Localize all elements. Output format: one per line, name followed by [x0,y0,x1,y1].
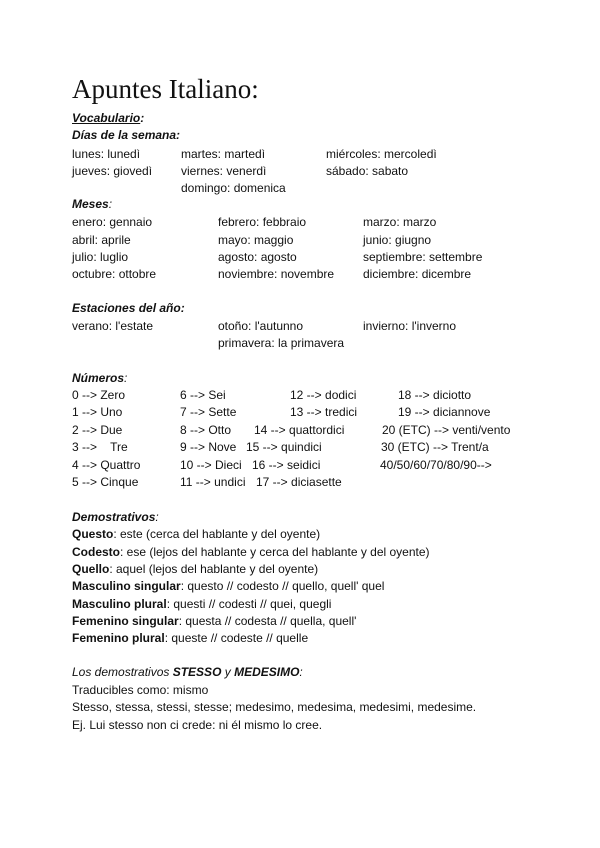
numeros-cell: 19 --> diciannove [398,405,491,419]
numeros-cell: 13 --> tredici [290,405,358,419]
vocabulario-label: Vocabulario [72,111,141,125]
numeros-cell: 8 --> Otto [180,423,232,437]
numeros-cell: 10 --> Dieci [180,458,242,472]
numeros-cell: 5 --> Cinque [72,475,139,489]
demostrativos-colon: : [155,510,159,524]
meses-cell: enero: gennaio [72,215,153,229]
dias-heading: Días de la semana: [72,128,181,142]
demostrativo-line [72,579,384,593]
stesso-line: Stesso, stessa, stessi, stesse; medesimo, medesima, medesimi, medesime. [72,700,477,714]
dias-cell: martes: martedì [181,147,266,161]
stesso-end: : [299,665,303,679]
stesso-heading [72,665,303,679]
vocabulario-colon: : [140,111,145,125]
numeros-cell: 2 --> Due [72,423,123,437]
numeros-cell: 15 --> quindici [246,440,322,454]
meses-cell: junio: giugno [363,233,432,247]
numeros-heading [72,371,127,385]
demostrativo-text: : queste // codeste // quelle [164,631,309,645]
demostrativo-line [72,631,308,645]
demostrativo-term: Quello [72,562,110,576]
meses-cell: octubre: ottobre [72,267,157,281]
stesso-line: Traducibles como: mismo [72,683,209,697]
demostrativo-line [72,562,318,576]
demostrativo-text: : questi // codesti // quei, quegli [166,597,332,611]
numeros-cell: 7 --> Sette [180,405,237,419]
demostrativo-line [72,614,356,628]
demostrativo-term: Femenino singular [72,614,179,628]
demostrativo-term: Masculino plural [72,597,167,611]
stesso-intro: Los demostrativos [72,665,173,679]
stesso-line: Ej. Lui stesso non ci crede: ni él mismo lo cree. [72,718,323,732]
vocabulario-heading [72,111,144,125]
demostrativo-text: : questa // codesta // quella, quell' [178,614,357,628]
meses-cell: mayo: maggio [218,233,294,247]
dias-cell: sábado: sabato [326,164,409,178]
meses-colon: : [108,197,113,211]
numeros-cell: 6 --> Sei [180,388,226,402]
meses-cell: febrero: febbraio [218,215,307,229]
numeros-cell: 40/50/60/70/80/90--> [380,458,492,472]
numeros-cell: 16 --> seidici [252,458,321,472]
numeros-cell: 9 --> Nove [180,440,237,454]
dias-cell: viernes: venerdì [181,164,267,178]
estaciones-heading: Estaciones del año: [72,301,185,315]
numeros-cell: 12 --> dodici [290,388,357,402]
medesimo-word: MEDESIMO [234,665,300,679]
demostrativo-text: : este (cerca del hablante y del oyente) [113,527,321,541]
stesso-word: STESSO [172,665,222,679]
stesso-mid: y [221,665,235,679]
dias-cell: jueves: giovedì [72,164,153,178]
numeros-cell: 3 --> Tre [72,440,128,454]
meses-heading [72,197,112,211]
numeros-cell: 0 --> Zero [72,388,126,402]
numeros-cell: 17 --> diciasette [256,475,342,489]
numeros-cell: 4 --> Quattro [72,458,141,472]
meses-cell: abril: aprile [72,233,131,247]
demostrativos-heading [72,510,159,524]
numeros-cell: 1 --> Uno [72,405,123,419]
numeros-cell: 30 (ETC) --> Trent/a [381,440,489,454]
meses-cell: diciembre: dicembre [363,267,472,281]
dias-cell: domingo: domenica [181,181,286,195]
numeros-cell: 11 --> undici [180,475,246,489]
page-title: Apuntes Italiano: [72,74,259,104]
demostrativo-term: Questo [72,527,114,541]
dias-cell: miércoles: mercoledì [326,147,437,161]
estaciones-cell: otoño: l'autunno [218,319,304,333]
meses-label: Meses [72,197,109,211]
demostrativo-term: Codesto [72,545,120,559]
meses-cell: julio: luglio [72,250,129,264]
demostrativo-line [72,597,331,611]
estaciones-cell: invierno: l'inverno [363,319,457,333]
demostrativo-text: : ese (lejos del hablante y cerca del hablante y del oyente) [120,545,430,559]
numeros-cell: 20 (ETC) --> venti/vento [382,423,511,437]
estaciones-cell: primavera: la primavera [218,336,345,350]
meses-cell: agosto: agosto [218,250,297,264]
meses-cell: septiembre: settembre [363,250,483,264]
estaciones-cell: verano: l'estate [72,319,154,333]
demostrativo-text: : aquel (lejos del hablante y del oyente) [109,562,319,576]
demostrativo-term: Femenino plural [72,631,165,645]
demostrativos-label: Demostrativos [72,510,156,524]
demostrativo-text: : questo // codesto // quello, quell' quel [180,579,385,593]
demostrativo-line [72,527,320,541]
numeros-colon: : [124,371,128,385]
dias-cell: lunes: lunedì [72,147,141,161]
meses-cell: noviembre: novembre [218,267,335,281]
demostrativo-term: Masculino singular [72,579,181,593]
meses-cell: marzo: marzo [363,215,437,229]
demostrativo-line [72,545,430,559]
numeros-cell: 18 --> diciotto [398,388,472,402]
numeros-cell: 14 --> quattordici [254,423,345,437]
numeros-label: Números [72,371,125,385]
